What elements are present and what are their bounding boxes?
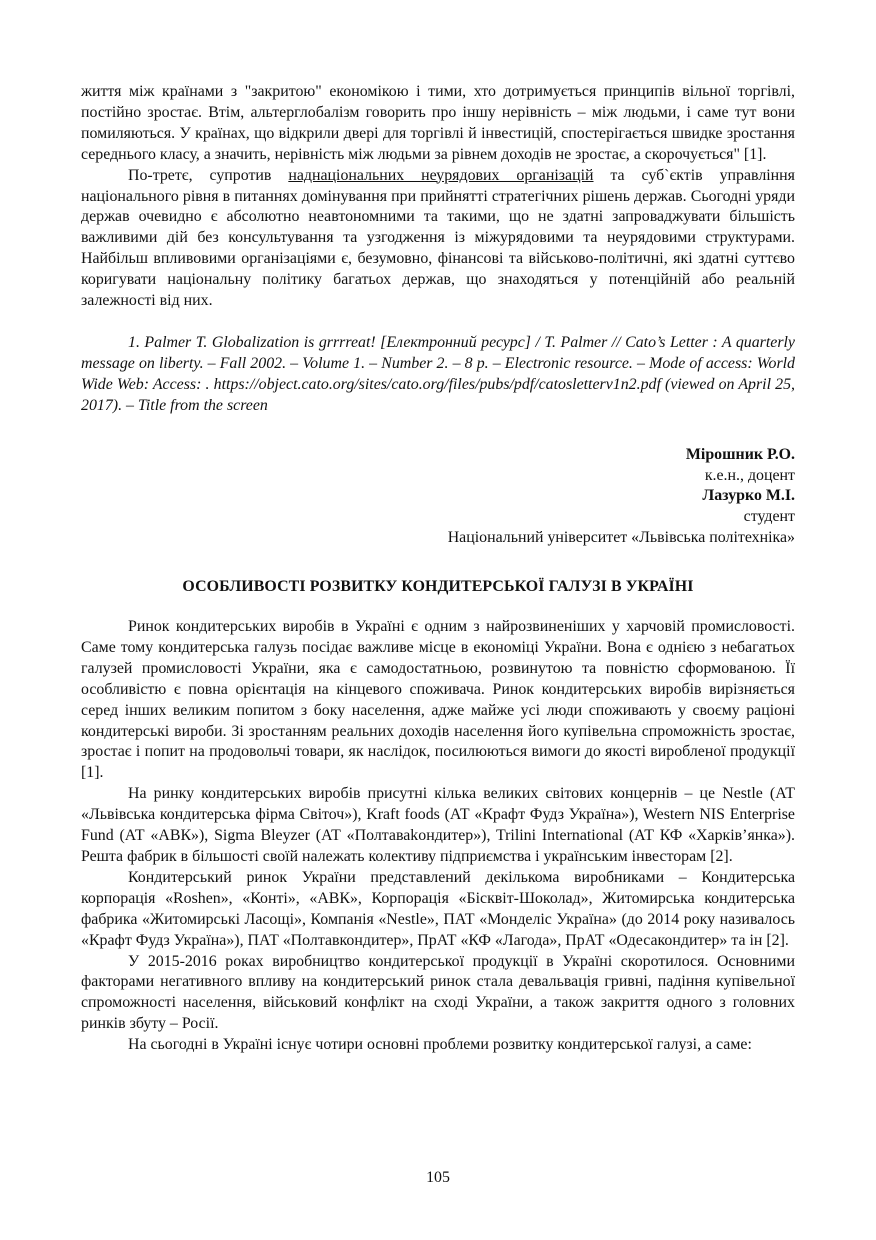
author-role: студент (743, 508, 795, 526)
author-role: к.е.н., доцент (704, 466, 795, 484)
body-paragraph: життя між країнами з "закритою" економікою і тими, хто дотримується принципів вільної торгівлі, постійно зростає. Втім, альтерглобалізм говорить про іншу нерівність – між людьми, і саме тут вони помиляються. У країнах, що відкрили двері для торгівлі й інвестицій, спостерігається швидке зростання середнього класу, а значить, нерівність між людьми за рівнем доходів не зростає, а скорочується" [1]. (81, 83, 795, 163)
reference-entry: 1. Palmer T. Globalization is grrrreat! [Електронний ресурс] / T. Palmer // Cato’s Letter : A quarterly message on liberty. – Fall 2002. – Volume 1. – Number 2. – 8 p. – Electronic resource. – Mode of access: World Wide Web: Access: . https://object.cato.org/sites/cato.org/files/pubs/pdf/catosletterv1n2.pdf (viewed on April 25, 2017). – Title from the screen (81, 333, 795, 414)
author-name: Мірошник Р.О. (685, 445, 795, 463)
paragraph-text: По-третє, супротив (128, 166, 289, 184)
page-content (81, 82, 795, 1056)
author-block (81, 445, 795, 550)
body-paragraph: Кондитерський ринок України представлений декількома виробниками – Кондитерська корпорація «Roshen», «Конті», «АВК», Корпорація «Бісквіт-Шоколад», Житомирська кондитерська фабрика «Житомирські Ласощі», Компанія «Nestle», ПАТ «Монделіс Україна» (до 2014 року називалось «Крафт Фудз Україна»), ПАТ «Полтавкондитер», ПрАТ «КФ «Лагода», ПрАТ «Одесакондитер» та ін [2]. (81, 868, 795, 949)
body-paragraph (81, 166, 795, 312)
body-paragraph: У 2015-2016 роках виробництво кондитерської продукції в Україні скоротилося. Основними факторами негативного впливу на кондитерський ринок стала девальвація гривні, падіння купівельної спроможності населення, військовий конфлікт на сході України, а також закриття одного з головних ринків збуту – Росії. (81, 952, 795, 1033)
body-paragraph: На ринку кондитерських виробів присутні кілька великих світових концернів – це Nestle (АТ «Львівська кондитерська фірма Світоч»), Kraft foods (АТ «Крафт Фудз Україна»), Western NIS Enterprise Fund (АТ «АВК»), Sigma Bleyzer (АТ «Полтаваkондитер»), Trilini International (АТ КФ «Харків’янка»). Решта фабрик в більшості своїй належать колективу підприємства і українським інвесторам [2]. (81, 785, 795, 865)
page-number: 105 (426, 1169, 450, 1186)
body-paragraph: На сьогодні в Україні існує чотири основні проблеми розвитку кондитерської галузі, а саме: (128, 1036, 752, 1054)
article-title: ОСОБЛИВОСТІ РОЗВИТКУ КОНДИТЕРСЬКОЇ ГАЛУЗІ В УКРАЇНІ (182, 578, 694, 596)
body-paragraph: Ринок кондитерських виробів в Україні є одним з найрозвиненіших у харчовій промисловості. Саме тому кондитерська галузь посідає важливе місце в економіці України. Вона є однією з небагатьох галузей промисловості України, яка є самодостатньою, розвинутою та повністю сформованою. Її особливістю є повна орієнтація на кінцевого споживача. Ринок кондитерських виробів вирізняється серед інших великим попитом з боку населення, адже майже усі люди споживають у своєму раціоні кондитерські вироби. Зі зростанням реальних доходів населення його купівельна спроможність зростає, зростає і попит на продовольчі товари, як наслідок, посилюються вимоги до якості виробленої продукції [1]. (81, 618, 795, 782)
author-affiliation: Національний університет «Львівська політехніка» (447, 529, 795, 547)
underlined-term: наднаціональних неурядових організацій (288, 166, 594, 184)
author-name: Лазурко М.І. (702, 487, 795, 505)
paragraph-text: та суб`єктів управління національного рівня в питаннях домінування при прийнятті стратегічних рішень держав. Сьогодні уряди держав очевидно є абсолютно неавтономними та такими, що не здатні запроваджувати більшість важливими дій без консультування та узгодження із міжурядовими та неурядовими структурами. Найбільш впливовими організаціями є, безумовно, фінансові та військово-політичні, які здатні суттєво коригувати національну політику багатьох держав, що знаходяться у потенційній або реальній залежності від них. (81, 166, 795, 310)
